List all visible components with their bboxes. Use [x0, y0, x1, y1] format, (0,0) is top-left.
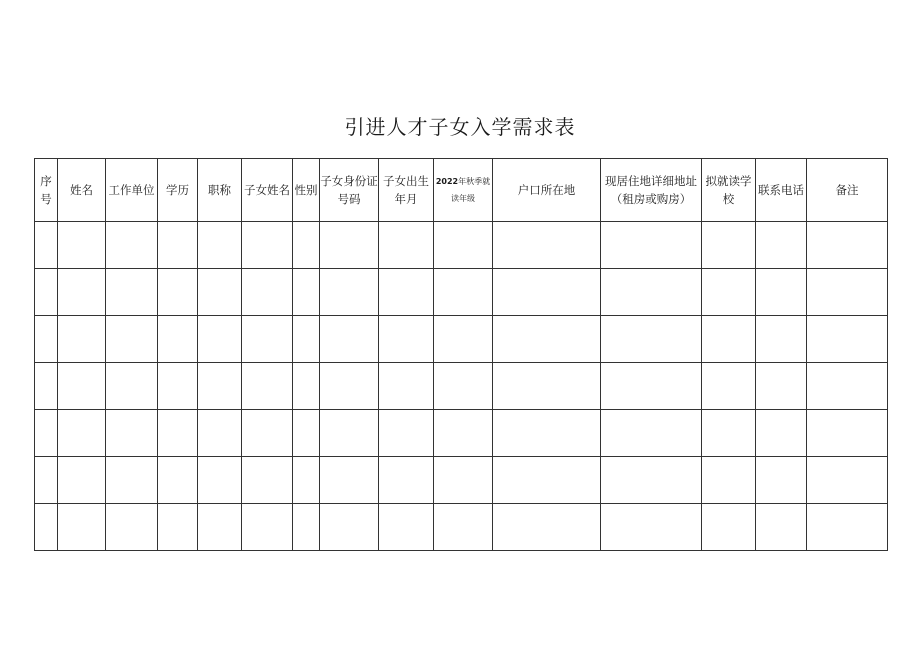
table-cell[interactable] — [58, 222, 106, 269]
table-cell[interactable] — [756, 316, 807, 363]
table-cell[interactable] — [242, 410, 293, 457]
table-cell[interactable] — [320, 363, 379, 410]
table-cell[interactable] — [58, 363, 106, 410]
table-cell[interactable] — [293, 410, 320, 457]
table-cell[interactable] — [601, 363, 702, 410]
table-cell[interactable] — [35, 222, 58, 269]
table-cell[interactable] — [35, 410, 58, 457]
table-cell[interactable] — [293, 504, 320, 551]
table-cell[interactable] — [58, 410, 106, 457]
table-cell[interactable] — [702, 410, 756, 457]
table-cell[interactable] — [158, 316, 198, 363]
table-cell[interactable] — [106, 410, 158, 457]
table-cell[interactable] — [198, 457, 242, 504]
table-cell[interactable] — [601, 410, 702, 457]
col-header-address: 现居住地详细地址 （租房或购房） — [601, 159, 702, 222]
table-cell[interactable] — [35, 316, 58, 363]
table-cell[interactable] — [35, 504, 58, 551]
col-header-hukou: 户口所在地 — [493, 159, 601, 222]
table-cell[interactable] — [320, 504, 379, 551]
table-cell[interactable] — [293, 316, 320, 363]
requirement-table — [34, 158, 888, 551]
col-header-phone: 联系电话 — [756, 159, 807, 222]
table-cell[interactable] — [434, 222, 493, 269]
table-cell[interactable] — [434, 316, 493, 363]
table-cell[interactable] — [807, 410, 888, 457]
table-cell[interactable] — [379, 222, 434, 269]
col-header-title: 职称 — [198, 159, 242, 222]
table-cell[interactable] — [320, 410, 379, 457]
table-cell[interactable] — [158, 457, 198, 504]
table-cell[interactable] — [493, 504, 601, 551]
col-header-child-name: 子女姓名 — [242, 159, 293, 222]
table-cell[interactable] — [242, 316, 293, 363]
table-cell[interactable] — [601, 316, 702, 363]
table-cell[interactable] — [320, 269, 379, 316]
col-header-notes: 备注 — [807, 159, 888, 222]
col-header-education: 学历 — [158, 159, 198, 222]
table-cell[interactable] — [434, 410, 493, 457]
page-title: 引进人才子女入学需求表 — [344, 115, 576, 139]
table-cell[interactable] — [379, 316, 434, 363]
table-row — [35, 316, 888, 363]
table-cell[interactable] — [293, 457, 320, 504]
table-cell[interactable] — [242, 504, 293, 551]
table-cell[interactable] — [242, 222, 293, 269]
table-cell[interactable] — [106, 457, 158, 504]
table-cell[interactable] — [158, 222, 198, 269]
table-cell[interactable] — [756, 363, 807, 410]
table-cell[interactable] — [493, 457, 601, 504]
table-row — [35, 363, 888, 410]
table-cell[interactable] — [807, 363, 888, 410]
table-cell[interactable] — [379, 504, 434, 551]
table-cell[interactable] — [106, 504, 158, 551]
table-cell[interactable] — [35, 457, 58, 504]
table-cell[interactable] — [807, 457, 888, 504]
table-cell[interactable] — [158, 269, 198, 316]
table-cell[interactable] — [158, 504, 198, 551]
table-row — [35, 457, 888, 504]
col-header-school: 拟就读学 校 — [702, 159, 756, 222]
table-cell[interactable] — [58, 457, 106, 504]
table-cell[interactable] — [58, 316, 106, 363]
col-header-child-id: 子女身份证 号码 — [320, 159, 379, 222]
table-cell[interactable] — [601, 504, 702, 551]
col-header-employer: 工作单位 — [106, 159, 158, 222]
table-cell[interactable] — [807, 269, 888, 316]
table-cell[interactable] — [379, 410, 434, 457]
table-row — [35, 269, 888, 316]
table-cell[interactable] — [198, 363, 242, 410]
header-row — [35, 159, 888, 222]
table-cell[interactable] — [493, 316, 601, 363]
table-cell[interactable] — [242, 457, 293, 504]
table-cell[interactable] — [756, 222, 807, 269]
table-cell[interactable] — [293, 363, 320, 410]
table-cell[interactable] — [293, 269, 320, 316]
table-cell[interactable] — [320, 316, 379, 363]
table-cell[interactable] — [35, 269, 58, 316]
table-cell[interactable] — [756, 457, 807, 504]
table-cell[interactable] — [198, 222, 242, 269]
table-cell[interactable] — [756, 269, 807, 316]
table-cell[interactable] — [198, 504, 242, 551]
table-cell[interactable] — [379, 363, 434, 410]
table-cell[interactable] — [379, 457, 434, 504]
table-cell[interactable] — [106, 269, 158, 316]
table-cell[interactable] — [320, 457, 379, 504]
table-cell[interactable] — [493, 363, 601, 410]
table-cell[interactable] — [493, 269, 601, 316]
table-cell[interactable] — [434, 504, 493, 551]
col-header-index: 序 号 — [35, 159, 58, 222]
table-cell[interactable] — [493, 410, 601, 457]
table-cell[interactable] — [58, 504, 106, 551]
table-cell[interactable] — [807, 504, 888, 551]
table-cell[interactable] — [198, 410, 242, 457]
table-cell[interactable] — [106, 222, 158, 269]
table-row — [35, 222, 888, 269]
table-cell[interactable] — [35, 363, 58, 410]
table-cell[interactable] — [601, 457, 702, 504]
table-cell[interactable] — [293, 222, 320, 269]
table-row — [35, 504, 888, 551]
table-cell[interactable] — [198, 269, 242, 316]
col-header-child-birth: 子女出生 年月 — [379, 159, 434, 222]
table-cell[interactable] — [158, 363, 198, 410]
col-header-name: 姓名 — [58, 159, 106, 222]
table-cell[interactable] — [379, 269, 434, 316]
table-cell[interactable] — [601, 269, 702, 316]
table-cell[interactable] — [702, 457, 756, 504]
table-cell[interactable] — [702, 269, 756, 316]
table-cell[interactable] — [106, 316, 158, 363]
table-row — [35, 410, 888, 457]
table-body — [35, 222, 888, 551]
table-cell[interactable] — [702, 316, 756, 363]
table-cell[interactable] — [756, 410, 807, 457]
table-cell[interactable] — [58, 269, 106, 316]
table-cell[interactable] — [601, 222, 702, 269]
table-cell[interactable] — [756, 504, 807, 551]
table-cell[interactable] — [807, 222, 888, 269]
col-header-grade: 2022年秋季就 读年级 — [434, 159, 493, 222]
table-cell[interactable] — [158, 410, 198, 457]
table-cell[interactable] — [702, 222, 756, 269]
table-cell[interactable] — [434, 363, 493, 410]
table-cell[interactable] — [702, 504, 756, 551]
table-cell[interactable] — [807, 316, 888, 363]
table-cell[interactable] — [198, 316, 242, 363]
table-cell[interactable] — [106, 363, 158, 410]
col-header-gender: 性别 — [293, 159, 320, 222]
table-cell[interactable] — [242, 363, 293, 410]
table-cell[interactable] — [493, 222, 601, 269]
table-cell[interactable] — [434, 269, 493, 316]
table-cell[interactable] — [702, 363, 756, 410]
table-cell[interactable] — [320, 222, 379, 269]
table-cell[interactable] — [434, 457, 493, 504]
table-cell[interactable] — [242, 269, 293, 316]
